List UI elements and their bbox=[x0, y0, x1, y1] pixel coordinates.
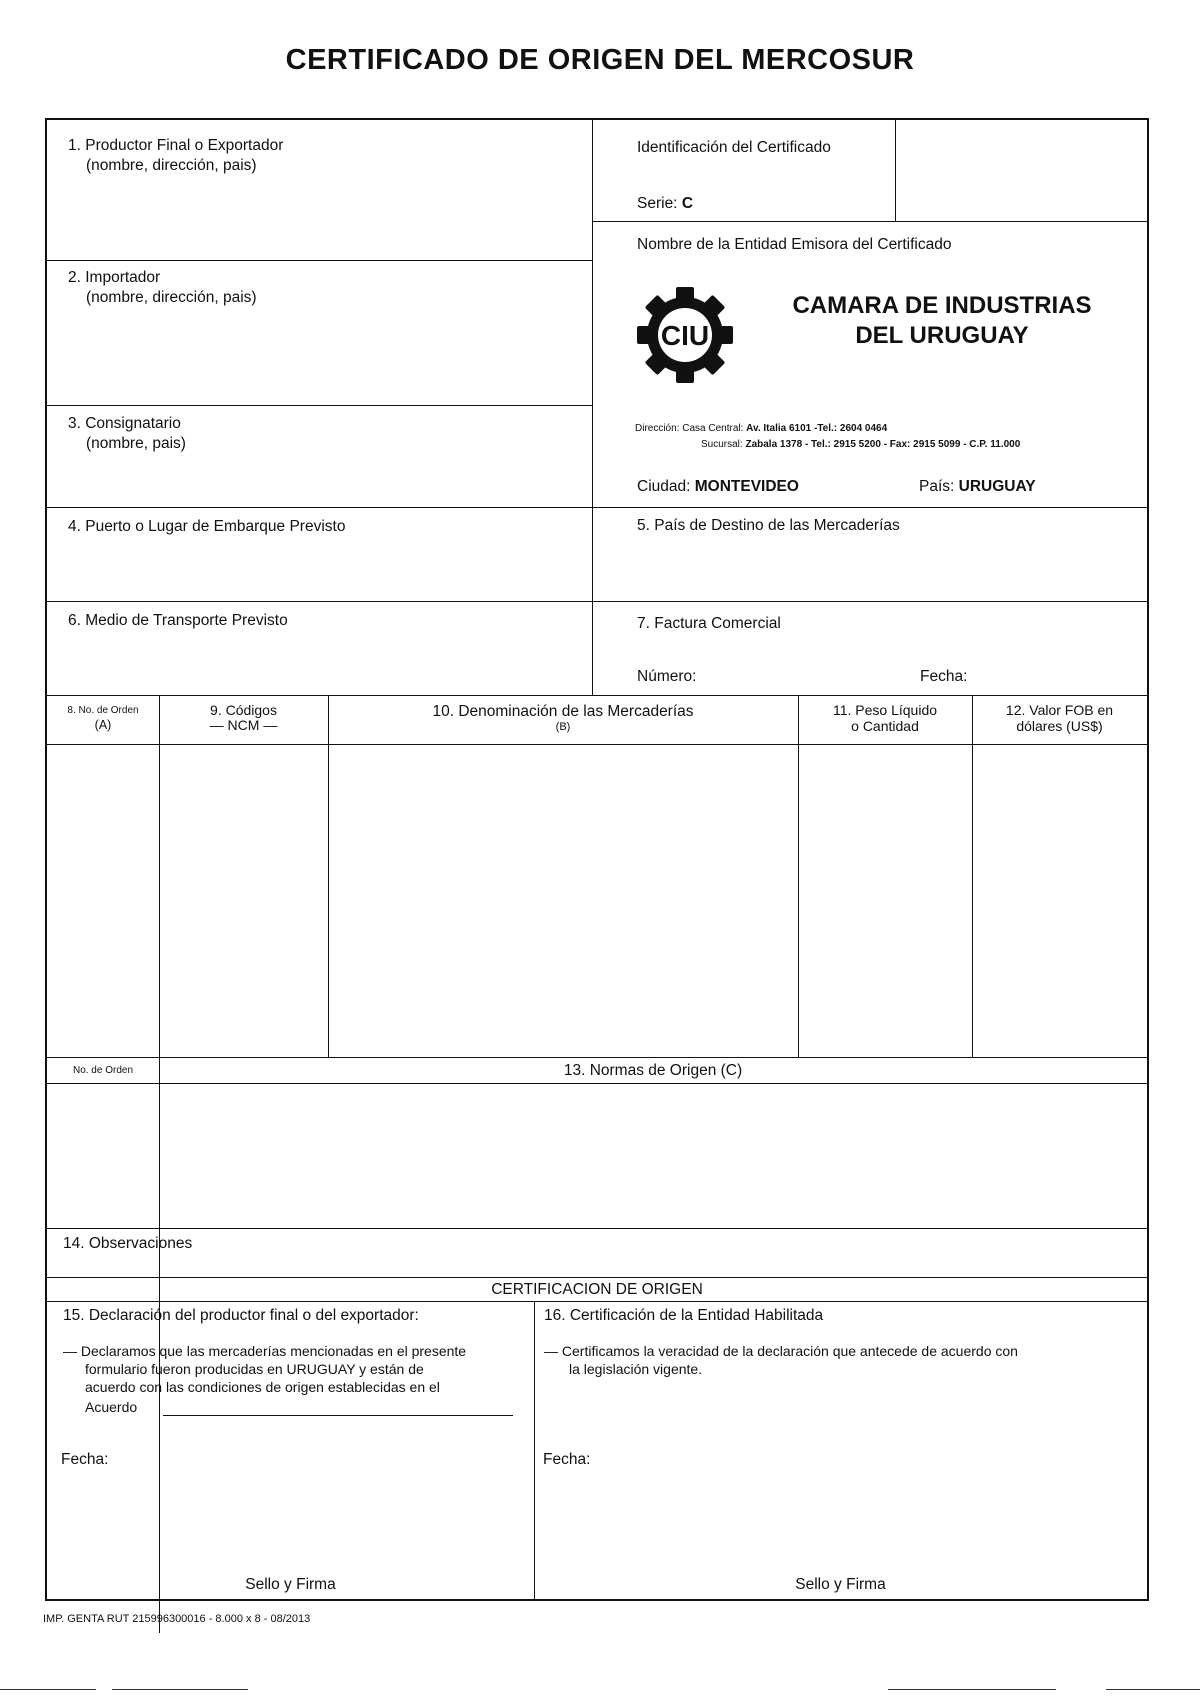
divider bbox=[47, 260, 592, 261]
field-3-sub: (nombre, pais) bbox=[86, 435, 186, 452]
field-16-signature-label: Sello y Firma bbox=[795, 1576, 886, 1593]
certification-header: CERTIFICACION DE ORIGEN bbox=[491, 1281, 703, 1298]
col-weight-sub: o Cantidad bbox=[851, 718, 919, 734]
divider bbox=[47, 1057, 1147, 1058]
field-15-text-3: acuerdo con las condiciones de origen establecidas en el bbox=[85, 1379, 440, 1395]
divider bbox=[159, 695, 160, 1633]
divider bbox=[328, 695, 329, 1057]
document-title: CERTIFICADO DE ORIGEN DEL MERCOSUR bbox=[285, 44, 915, 76]
divider bbox=[47, 1277, 1147, 1278]
norms-title: 13. Normas de Origen (C) bbox=[563, 1062, 743, 1079]
divider bbox=[47, 1301, 1147, 1302]
field-5-label: 5. País de Destino de las Mercaderías bbox=[637, 517, 900, 534]
field-7-label: 7. Factura Comercial bbox=[637, 615, 781, 632]
certificate-id-label: Identificación del Certificado bbox=[637, 139, 831, 156]
field-6-label: 6. Medio de Transporte Previsto bbox=[68, 612, 288, 629]
divider bbox=[592, 120, 593, 695]
printer-footer: IMP. GENTA RUT 215996300016 - 8.000 x 8 - 08/2013 bbox=[43, 1613, 311, 1625]
field-15-text-4: Acuerdo bbox=[85, 1399, 138, 1415]
divider bbox=[47, 1228, 1147, 1229]
observations-label: 14. Observaciones bbox=[63, 1235, 193, 1252]
country-value: URUGUAY bbox=[958, 478, 1036, 495]
divider bbox=[47, 744, 1147, 745]
col-order-sub: (A) bbox=[94, 718, 112, 732]
divider bbox=[47, 601, 1147, 602]
field-15-text-1: — Declaramos que las mercaderías mencionadas en el presente bbox=[63, 1343, 467, 1359]
divider bbox=[47, 695, 1147, 696]
address-central: Dirección: Casa Central: Av. Italia 6101 -Tel.: 2604 0464 bbox=[635, 423, 888, 434]
certificate-form bbox=[45, 118, 1149, 1601]
org-name-line1: CAMARA DE INDUSTRIAS bbox=[792, 292, 1092, 319]
field-16-text-2: la legislación vigente. bbox=[569, 1361, 703, 1377]
city-value: MONTEVIDEO bbox=[694, 478, 799, 495]
bottom-rule bbox=[888, 1689, 1056, 1690]
norms-order-label: No. de Orden bbox=[72, 1065, 134, 1076]
address-branch: Sucursal: Zabala 1378 - Tel.: 2915 5200 - Fax: 2915 5099 - C.P. 11.000 bbox=[701, 439, 1021, 450]
field-1-label: 1. Productor Final o Exportador bbox=[68, 137, 284, 154]
field-2-sub: (nombre, dirección, pais) bbox=[86, 289, 257, 306]
invoice-number-label: Número: bbox=[637, 668, 697, 685]
org-name-line2: DEL URUGUAY bbox=[855, 322, 1029, 349]
field-15-label: 15. Declaración del productor final o del exportador: bbox=[63, 1307, 419, 1324]
agreement-line bbox=[163, 1415, 513, 1416]
serie-value: C bbox=[681, 195, 694, 212]
ciu-logo bbox=[633, 283, 737, 387]
invoice-date-label: Fecha: bbox=[920, 668, 968, 685]
gear-icon bbox=[633, 283, 737, 387]
field-15-date-label: Fecha: bbox=[61, 1451, 109, 1468]
col-codes-header: 9. Códigos bbox=[210, 702, 277, 718]
field-4-label: 4. Puerto o Lugar de Embarque Previsto bbox=[68, 518, 346, 535]
bottom-rule bbox=[112, 1689, 248, 1690]
col-description-header: 10. Denominación de las Mercaderías bbox=[432, 703, 694, 720]
col-description-sub: (B) bbox=[555, 721, 571, 733]
bottom-rule bbox=[1106, 1689, 1200, 1690]
divider bbox=[798, 695, 799, 1057]
divider bbox=[895, 120, 896, 221]
col-order-header: 8. No. de Orden bbox=[67, 705, 139, 716]
issuing-entity-label: Nombre de la Entidad Emisora del Certificado bbox=[637, 236, 952, 253]
col-codes-sub: — NCM — bbox=[209, 717, 278, 733]
field-2-label: 2. Importador bbox=[68, 269, 161, 286]
col-fob-sub: dólares (US$) bbox=[1016, 718, 1103, 734]
field-16-label: 16. Certificación de la Entidad Habilitada bbox=[544, 1307, 824, 1324]
field-15-signature-label: Sello y Firma bbox=[245, 1576, 336, 1593]
field-3-label: 3. Consignatario bbox=[68, 415, 181, 432]
divider bbox=[972, 695, 973, 1057]
divider bbox=[47, 405, 592, 406]
divider bbox=[47, 507, 1147, 508]
city-row: Ciudad: MONTEVIDEO bbox=[637, 478, 799, 495]
col-weight-header: 11. Peso Líquido bbox=[832, 702, 938, 718]
field-15-text-2: formulario fueron producidas en URUGUAY y están de bbox=[85, 1361, 424, 1377]
field-16-date-label: Fecha: bbox=[543, 1451, 591, 1468]
serie-label: Serie: bbox=[637, 195, 678, 212]
divider bbox=[47, 1083, 1147, 1084]
divider bbox=[534, 1301, 535, 1599]
logo-text: CIU bbox=[660, 320, 710, 351]
bottom-rule bbox=[0, 1689, 96, 1690]
divider bbox=[592, 221, 1147, 222]
field-16-text-1: — Certificamos la veracidad de la declaración que antecede de acuerdo con bbox=[544, 1343, 1018, 1359]
serie-row bbox=[637, 194, 693, 213]
field-1-sub: (nombre, dirección, pais) bbox=[86, 157, 257, 174]
col-fob-header: 12. Valor FOB en bbox=[1005, 702, 1114, 718]
country-row: País: URUGUAY bbox=[919, 478, 1036, 495]
